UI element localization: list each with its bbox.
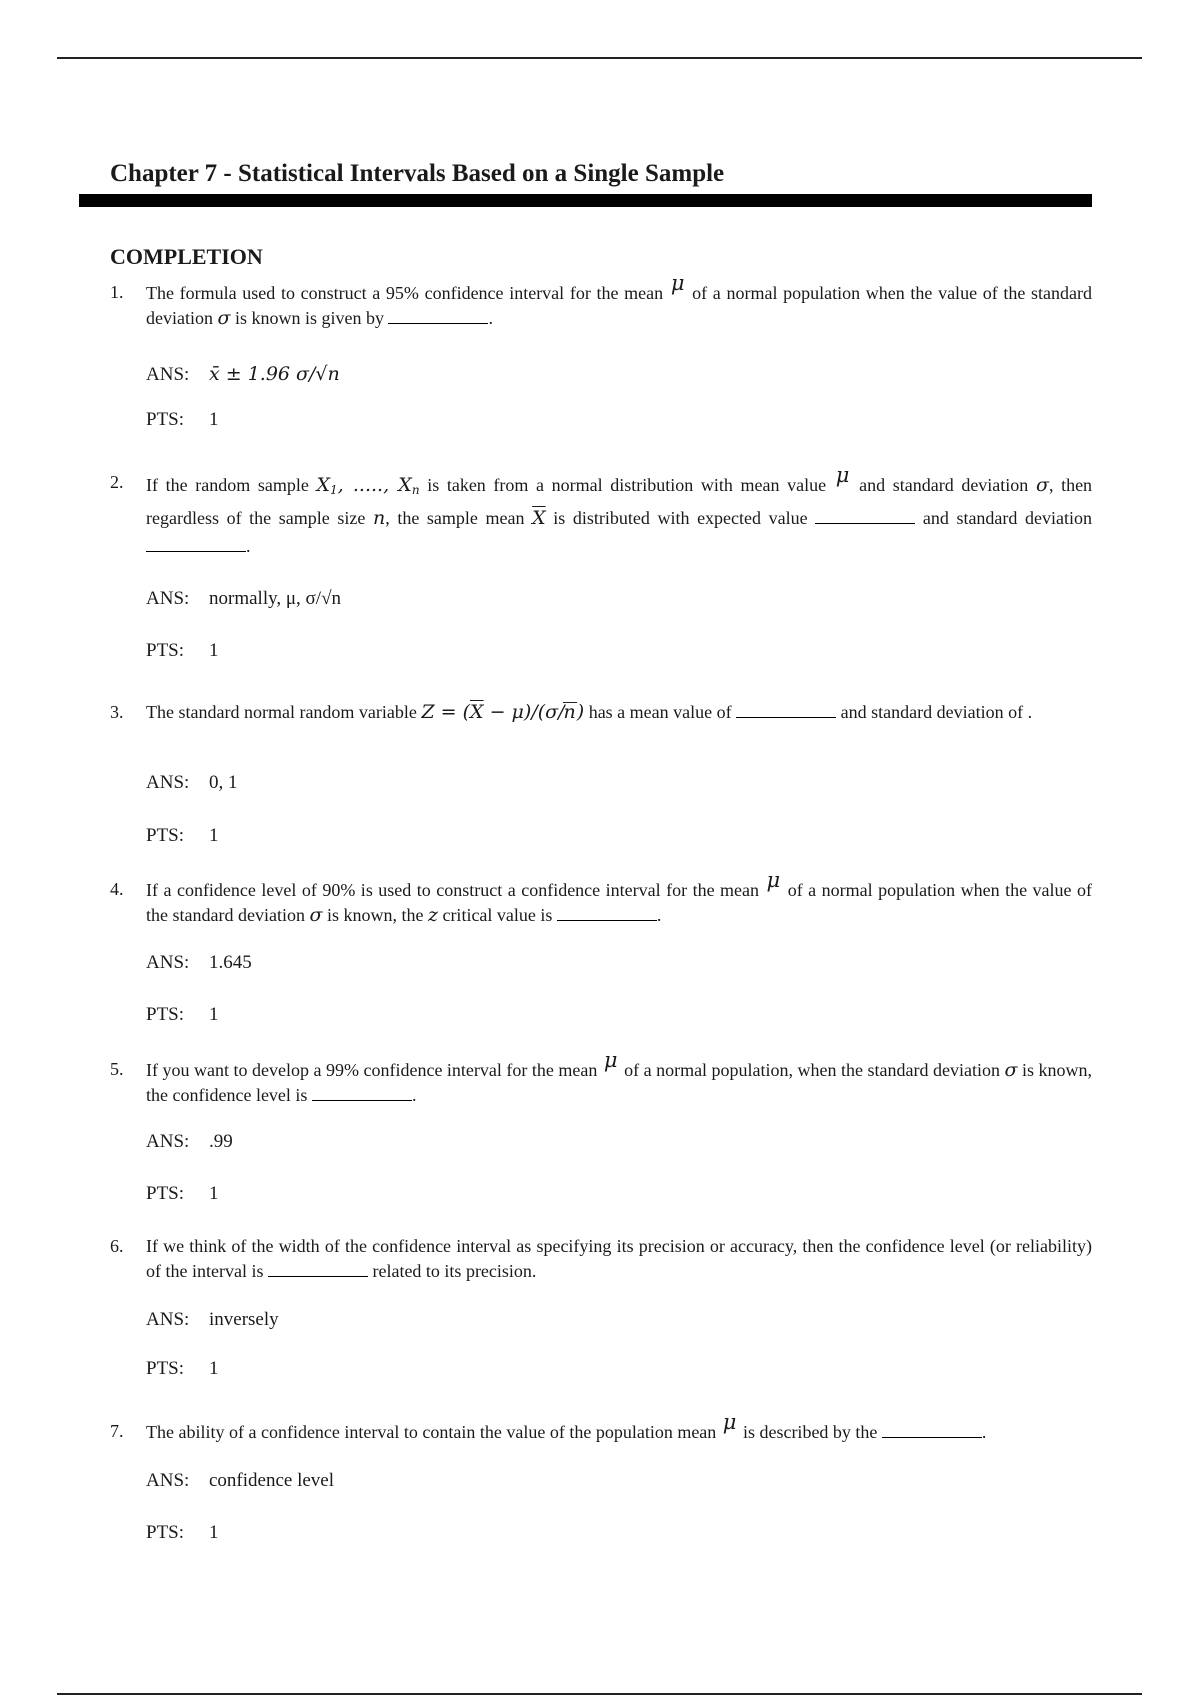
- section-heading: COMPLETION: [110, 244, 263, 269]
- ans-label: ANS:: [146, 1470, 190, 1491]
- title-underline-bar: [79, 194, 1092, 207]
- answer-line: [146, 1131, 233, 1153]
- bottom-rule: [57, 1693, 1142, 1695]
- question-7: [110, 1410, 1092, 1445]
- points-line: [146, 1183, 219, 1205]
- sigma-symbol: σ: [1035, 474, 1049, 496]
- question-number: 3.: [110, 702, 124, 722]
- question-text: If the random sample $X_1$, ....., $X_n$ is taken from a normal distribution with mean value μ and standard deviation σ, then regardless of the sample size n, the sample mean $\overline{X}$ is distributed with expected value and standard deviation .: [146, 463, 1093, 556]
- z-formula: $Z = (\overline{X} - \mu)/(\sigma/n)$: [421, 701, 585, 723]
- pts-value: 1: [209, 1004, 219, 1025]
- pts-value: 1: [209, 1522, 219, 1543]
- answer-blank: [146, 535, 246, 552]
- answer-line: [146, 1470, 334, 1492]
- answer-blank: [557, 904, 657, 921]
- points-line: [146, 1358, 219, 1380]
- sigma-symbol: σ: [309, 904, 323, 926]
- answer-line: [146, 588, 341, 610]
- question-1: [110, 271, 1093, 331]
- pts-value: 1: [209, 825, 219, 846]
- question-number: 5.: [110, 1059, 124, 1079]
- points-line: [146, 1522, 219, 1544]
- ans-label: ANS:: [146, 1131, 190, 1152]
- ans-label: ANS:: [146, 588, 190, 609]
- question-text: If you want to develop a 99% confidence interval for the mean μ of a normal population, when the standard deviation σ is known, the confidence level is .: [146, 1048, 1093, 1105]
- question-number: 7.: [110, 1421, 124, 1441]
- sigma-symbol: σ: [1004, 1059, 1018, 1081]
- question-4: [110, 868, 1093, 928]
- answer-line: [146, 1309, 279, 1331]
- mu-symbol: μ: [603, 1048, 618, 1072]
- mu-symbol: μ: [722, 1410, 737, 1434]
- ans-value: confidence level: [209, 1470, 335, 1491]
- pts-label: PTS:: [146, 1004, 185, 1025]
- question-number: 4.: [110, 879, 124, 899]
- question-3: [110, 700, 1092, 725]
- top-rule: [57, 57, 1142, 59]
- question-text: The standard normal random variable $Z = (\overline{X} - \mu)/(\sigma/n)$ has a mean value of and standard deviation of .: [146, 701, 1033, 723]
- mu-symbol: μ: [835, 463, 850, 487]
- points-line: [146, 825, 219, 847]
- answer-line: [146, 363, 340, 386]
- answer-blank: [312, 1084, 412, 1101]
- answer-blank: [388, 307, 488, 324]
- question-text: The ability of a confidence interval to contain the value of the population mean μ is described by the .: [146, 1410, 987, 1442]
- z-symbol: z: [427, 904, 438, 926]
- question-text: If a confidence level of 90% is used to construct a confidence interval for the mean μ of a normal population when the value of the standard deviation σ is known, the z critical value is .: [146, 868, 1093, 926]
- ans-value: normally, μ, σ/√n: [209, 588, 341, 609]
- answer-blank: [736, 701, 836, 718]
- ans-label: ANS:: [146, 1309, 190, 1330]
- question-6: [110, 1234, 1092, 1284]
- ans-label: ANS:: [146, 364, 190, 385]
- answer-blank: [882, 1421, 982, 1438]
- pts-label: PTS:: [146, 640, 185, 661]
- n-symbol: n: [372, 507, 386, 529]
- pts-label: PTS:: [146, 825, 185, 846]
- question-2: [110, 463, 1093, 560]
- xbar-symbol: $\overline{X}$: [532, 507, 546, 529]
- ans-value: 0, 1: [209, 772, 238, 793]
- question-5: [110, 1048, 1093, 1108]
- mu-symbol: μ: [766, 868, 781, 892]
- pts-value: 1: [209, 1183, 219, 1204]
- ans-value: .99: [209, 1131, 233, 1152]
- pts-value: 1: [209, 1358, 219, 1379]
- pts-label: PTS:: [146, 409, 185, 430]
- question-number: 6.: [110, 1236, 124, 1256]
- pts-label: PTS:: [146, 1522, 185, 1543]
- mu-symbol: μ: [670, 271, 685, 295]
- points-line: [146, 640, 219, 662]
- question-text: If we think of the width of the confidence interval as specifying its precision or accuracy, then the confidence level (or reliability) of the interval is related to its precision.: [146, 1236, 1092, 1281]
- answer-blank: [268, 1260, 368, 1277]
- chapter-title: Chapter 7 - Statistical Intervals Based on a Single Sample: [110, 160, 725, 187]
- ans-value: inversely: [209, 1309, 279, 1330]
- pts-value: 1: [209, 640, 219, 661]
- pts-label: PTS:: [146, 1358, 185, 1379]
- ans-value: 1.645: [209, 952, 252, 973]
- question-text: The formula used to construct a 95% confidence interval for the mean μ of a normal population when the value of the standard deviation σ is known is given by .: [146, 271, 1093, 329]
- ans-label: ANS:: [146, 952, 190, 973]
- pts-value: 1: [209, 409, 219, 430]
- sigma-symbol: σ: [217, 307, 231, 329]
- question-number: 2.: [110, 472, 124, 492]
- points-line: [146, 1004, 219, 1026]
- question-number: 1.: [110, 282, 124, 302]
- answer-line: [146, 952, 252, 974]
- ans-label: ANS:: [146, 772, 190, 793]
- pts-label: PTS:: [146, 1183, 185, 1204]
- ans-value: x̄ ± 1.96 σ/√n: [209, 363, 340, 385]
- points-line: [146, 409, 219, 431]
- answer-line: [146, 772, 238, 794]
- sample-sequence: $X_1$, ....., $X_n$: [316, 474, 420, 497]
- answer-blank: [815, 507, 915, 524]
